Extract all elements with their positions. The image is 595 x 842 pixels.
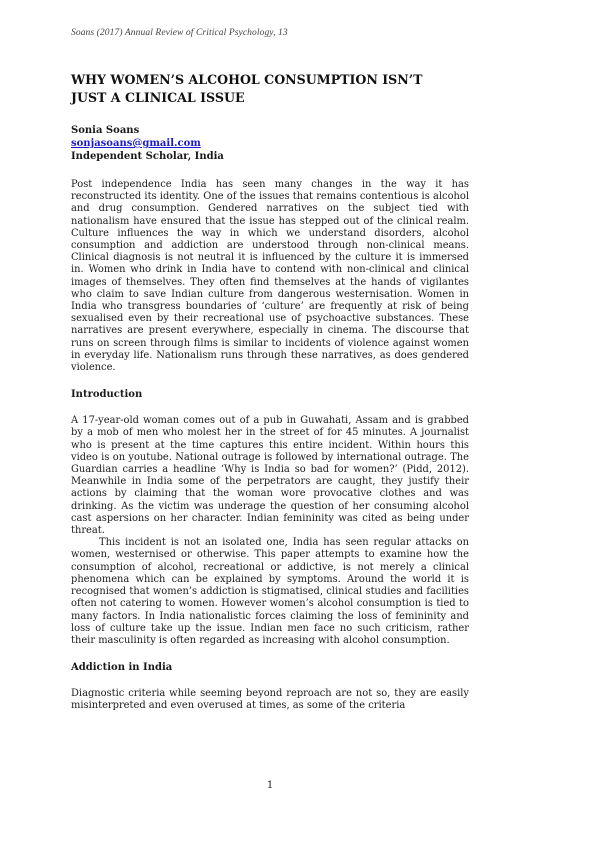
author-affiliation: Independent Scholar, India bbox=[71, 151, 224, 162]
article-title-line-1: WHY WOMEN’S ALCOHOL CONSUMPTION ISN’T bbox=[71, 72, 423, 87]
article-body bbox=[71, 71, 469, 713]
running-header: Soans (2017) Annual Review of Critical Psychology, 13 bbox=[71, 28, 288, 38]
author-name: Sonia Soans bbox=[71, 125, 140, 136]
introduction-paragraph-1: A 17-year-old woman comes out of a pub in Guwahati, Assam and is grabbed by a mob of men who molest her in the street of for 45 minutes. A journalist who is present at the time captures this entire incident. Within hours this video is on youtube. National outrage is followed by international outrage. The Guardian carries a headline ‘Why is India so bad for women?’ (Pidd, 2012). Meanwhile in India some of the perpetrators are caught, they justify their actions by claiming that the woman wore provocative clothes and was drinking. As the victim was underage the question of her consuming alcohol cast aspersions on her character. Indian femininity was cited as being under threat. bbox=[71, 415, 469, 537]
addiction-paragraph-1: Diagnostic criteria while seeming beyond reproach are not so, they are easily misinterpreted and even overused at times, as some of the criteria bbox=[71, 688, 469, 712]
article-title bbox=[71, 71, 469, 107]
author-email-link[interactable]: sonjasoans@gmail.com bbox=[71, 138, 201, 149]
section-heading-addiction-in-india: Addiction in India bbox=[71, 662, 173, 674]
section-heading-introduction: Introduction bbox=[71, 389, 143, 401]
page-number: 1 bbox=[266, 780, 274, 791]
introduction-paragraph-2: This incident is not an isolated one, India has seen regular attacks on women, westernised or otherwise. This paper attempts to examine how the consumption of alcohol, recreational or addictive, is not merely a clinical phenomena which can be explained by symptoms. Around the world it is recognised that women’s addiction is stigmatised, clinical studies and facilities often not catering to women. However women’s alcohol consumption is tied to many factors. In India nationalistic forces claiming the loss of femininity and loss of culture take up the issue. Indian men face no such criticism, rather their masculinity is often regarded as increasing with alcohol consumption. bbox=[71, 537, 469, 646]
abstract-paragraph: Post independence India has seen many changes in the way it has reconstructed its identity. One of the issues that remains contentious is alcohol and drug consumption. Gendered narratives on the subject tied with nationalism have ensured that the issue has stepped out of the clinical realm. Culture influences the way in which we understand disorders, alcohol consumption and addiction are understood through non-clinical means. Clinical diagnosis is not neutral it is influenced by the culture it is immersed in. Women who drink in India have to contend with non-clinical and clinical images of themselves. They often find themselves at the hands of vigilantes who claim to save Indian culture from dangerous westernisation. Women in India who transgress boundaries of ‘culture’ are frequently at risk of being sexualised even by their recreational use of psychoactive substances. These narratives are present everywhere, especially in cinema. The discourse that runs on screen through films is similar to incidents of violence against women in everyday life. Nationalism runs through these narratives, as does gendered violence. bbox=[71, 179, 469, 374]
article-title-line-2: JUST A CLINICAL ISSUE bbox=[71, 90, 245, 105]
author-block bbox=[71, 124, 469, 163]
